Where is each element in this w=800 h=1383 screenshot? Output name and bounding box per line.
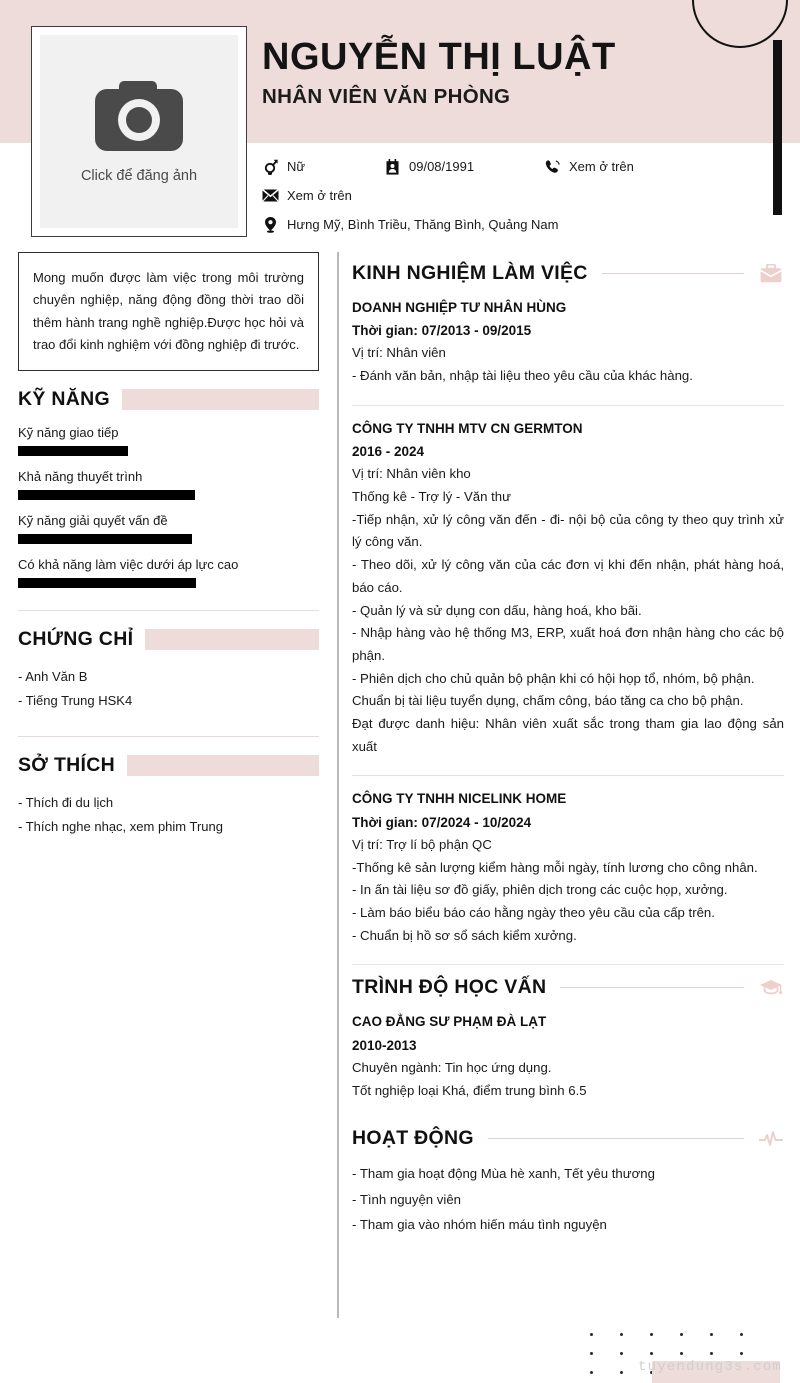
contact-gender xyxy=(262,159,384,175)
job-detail-line: Vị trí: Nhân viên xyxy=(352,345,446,361)
job-detail-line: Đạt được danh hiệu: Nhân viên xuất sắc trong tham gia lao động sản xuất xyxy=(352,716,784,754)
watermark-dot xyxy=(680,1352,683,1355)
job-detail-line: -Thống kê sản lượng kiểm hàng mỗi ngày, tính lương cho công nhân. xyxy=(352,859,758,875)
skill-item xyxy=(18,425,319,456)
hobbies-list xyxy=(18,791,319,839)
skill-bar xyxy=(18,490,195,500)
job-detail-line: Vị trí: Nhân viên kho xyxy=(352,466,471,482)
activities-list xyxy=(352,1161,784,1237)
certificates-header xyxy=(18,628,319,651)
job-detail-line: Vị trí: Trợ lí bộ phận QC xyxy=(352,836,492,852)
job-entry xyxy=(352,787,784,955)
photo-upload-box[interactable] xyxy=(31,26,247,237)
experience-title: KINH NGHIỆM LÀM VIỆC xyxy=(352,262,588,284)
jobs-list xyxy=(352,296,784,965)
certificates-list xyxy=(18,665,319,713)
education-school: CAO ĐẲNG SƯ PHẠM ĐÀ LẠT xyxy=(352,1014,547,1030)
column-divider xyxy=(337,252,339,1318)
skills-header xyxy=(18,388,319,411)
education-header xyxy=(352,976,784,999)
job-detail-line: - Nhập hàng vào hệ thống M3, ERP, xuất hoá đơn nhận hàng cho các bộ phận. xyxy=(352,625,784,663)
job-org: CÔNG TY TNHH NICELINK HOME xyxy=(352,791,567,807)
hobby-item: - Thích nghe nhạc, xem phim Trung xyxy=(18,818,223,834)
job-detail-line: Thống kê - Trợ lý - Văn thư xyxy=(352,488,511,504)
job-org: CÔNG TY TNHH MTV CN GERMTON xyxy=(352,420,583,436)
watermark-text: tuyendung3s.com xyxy=(638,1359,783,1375)
hobbies-header xyxy=(18,754,319,777)
decor-vertical-bar xyxy=(773,40,782,215)
education-section xyxy=(352,976,784,1103)
watermark-dot xyxy=(650,1352,653,1355)
contact-address-value: Hưng Mỹ, Bình Triều, Thăng Bình, Quảng Nam xyxy=(287,217,559,232)
watermark-dot xyxy=(650,1333,653,1336)
camera-icon xyxy=(95,79,183,158)
job-detail-line: - Quản lý và sử dụng con dấu, hàng hoá, kho bãi. xyxy=(352,602,642,618)
contact-phone xyxy=(544,159,634,175)
skills-list xyxy=(18,425,319,588)
job-entry xyxy=(352,296,784,396)
job-detail-line: Chuẩn bị tài liệu tuyển dụng, chấm công, báo tăng ca cho bộ phận. xyxy=(352,693,744,709)
job-entry xyxy=(352,417,784,767)
skill-item xyxy=(18,513,319,544)
right-column xyxy=(352,262,784,1242)
envelope-icon xyxy=(262,189,279,202)
watermark-dot xyxy=(620,1371,623,1374)
job-separator xyxy=(352,775,784,776)
watermark-dot xyxy=(620,1333,623,1336)
watermark-dot xyxy=(740,1352,743,1355)
skill-label: Có khả năng làm việc dưới áp lực cao xyxy=(18,557,239,573)
skill-bar xyxy=(18,534,192,544)
watermark-dot xyxy=(590,1333,593,1336)
job-detail-line: - Phiên dịch cho chủ quản bộ phận khi có hội họp tổ, nhóm, bộ phận. xyxy=(352,670,755,686)
skills-accent-bar xyxy=(122,389,319,410)
name-block xyxy=(262,38,616,109)
skill-item xyxy=(18,557,319,588)
watermark-dot xyxy=(680,1333,683,1336)
activities-header xyxy=(352,1127,784,1150)
contact-dob xyxy=(384,159,544,175)
education-line: Tốt nghiệp loại Khá, điểm trung bình 6.5 xyxy=(352,1083,587,1099)
education-period: 2010-2013 xyxy=(352,1037,417,1053)
certificate-item: - Anh Văn B xyxy=(18,669,88,685)
activities-rule xyxy=(488,1138,744,1139)
contact-row-email xyxy=(262,181,762,210)
experience-header xyxy=(352,262,784,285)
contact-row-primary xyxy=(262,152,762,181)
education-rule xyxy=(560,987,744,988)
location-pin-icon xyxy=(262,217,279,233)
hobby-item: - Thích đi du lịch xyxy=(18,794,114,810)
skill-label: Kỹ năng giải quyết vấn đề xyxy=(18,513,168,529)
contact-dob-value: 09/08/1991 xyxy=(409,159,475,174)
photo-caption: Click để đăng ảnh xyxy=(80,168,198,184)
skill-label: Khả năng thuyết trình xyxy=(18,469,143,485)
skills-title: KỸ NĂNG xyxy=(18,388,111,411)
certificate-item: - Tiếng Trung HSK4 xyxy=(18,693,133,709)
watermark-dot xyxy=(740,1333,743,1336)
experience-separator xyxy=(352,964,784,965)
pulse-icon xyxy=(758,1131,784,1147)
job-title: NHÂN VIÊN VĂN PHÒNG xyxy=(262,84,511,108)
certificates-accent-bar xyxy=(145,629,319,650)
education-title: TRÌNH ĐỘ HỌC VẤN xyxy=(352,976,547,999)
job-detail-line: - In ấn tài liệu sơ đồ giấy, phiên dịch trong các cuộc họp, xưởng. xyxy=(352,882,728,898)
hobbies-title: SỞ THÍCH xyxy=(18,753,116,776)
job-separator xyxy=(352,405,784,406)
education-lines xyxy=(352,1057,784,1103)
contact-phone-value: Xem ở trên xyxy=(569,159,634,174)
job-period: 2016 - 2024 xyxy=(352,444,425,460)
contact-email xyxy=(262,188,352,203)
contact-gender-value: Nữ xyxy=(287,159,306,174)
activity-item: - Tình nguyện viên xyxy=(352,1191,461,1207)
calendar-icon xyxy=(384,159,401,175)
job-period: Thời gian: 07/2024 - 10/2024 xyxy=(352,814,532,830)
job-org: DOANH NGHIỆP TƯ NHÂN HÙNG xyxy=(352,300,567,315)
watermark-dot xyxy=(590,1371,593,1374)
watermark-dot xyxy=(710,1352,713,1355)
page-title: NGUYỄN THỊ LUẬT xyxy=(262,36,616,78)
contact-row-address xyxy=(262,210,762,239)
watermark-dot xyxy=(590,1352,593,1355)
objective-box xyxy=(18,252,319,371)
contact-email-value: Xem ở trên xyxy=(287,188,352,203)
activities-title: HOẠT ĐỘNG xyxy=(352,1127,474,1150)
contact-info xyxy=(262,152,762,239)
education-line: Chuyên ngành: Tin học ứng dụng. xyxy=(352,1060,552,1076)
experience-section xyxy=(352,262,784,965)
left-column xyxy=(0,252,337,839)
job-detail-line: - Đánh văn bản, nhập tài liệu theo yêu cầu của khác hàng. xyxy=(352,368,693,384)
job-detail-line: -Tiếp nhận, xử lý công văn đến - đi- nội bộ của công ty theo quy trình xử lý công văn. xyxy=(352,511,784,550)
watermark xyxy=(590,1325,783,1383)
graduation-cap-icon xyxy=(758,979,784,997)
job-period: Thời gian: 07/2013 - 09/2015 xyxy=(352,323,532,339)
activity-item: - Tham gia hoạt động Mùa hè xanh, Tết yêu thương xyxy=(352,1166,655,1182)
activities-section xyxy=(352,1127,784,1237)
activity-item: - Tham gia vào nhóm hiến máu tình nguyện xyxy=(352,1217,607,1233)
left-rule-1 xyxy=(18,610,319,611)
photo-placeholder[interactable] xyxy=(40,35,238,228)
left-rule-2 xyxy=(18,736,319,737)
gender-icon xyxy=(262,159,279,175)
skill-item xyxy=(18,469,319,500)
skill-label: Kỹ năng giao tiếp xyxy=(18,425,119,441)
hobbies-accent-bar xyxy=(127,755,319,776)
job-detail-line: - Chuẩn bị hồ sơ sổ sách kiểm xưởng. xyxy=(352,927,577,943)
job-detail-line: - Làm báo biểu báo cáo hằng ngày theo yêu cầu của cấp trên. xyxy=(352,904,715,920)
certificates-title: CHỨNG CHỈ xyxy=(18,628,134,651)
briefcase-icon xyxy=(758,264,784,283)
watermark-dot xyxy=(620,1352,623,1355)
contact-address xyxy=(262,217,559,233)
objective-text: Mong muốn được làm việc trong môi trường chuyên nghiệp, năng động đồng thời trao dồi thêm hành trang nghề nghiệp.Được học hỏi và trao đổi kinh nghiệm với đồng nghiệp đi trước. xyxy=(33,270,304,353)
experience-rule xyxy=(602,273,744,274)
job-detail-line: - Theo dõi, xử lý công văn của các đơn vị khi đến nhận, phát hàng hoá, báo cáo. xyxy=(352,557,784,595)
phone-icon xyxy=(544,159,561,175)
skill-bar xyxy=(18,446,128,456)
watermark-dot xyxy=(710,1333,713,1336)
skill-bar xyxy=(18,578,196,588)
